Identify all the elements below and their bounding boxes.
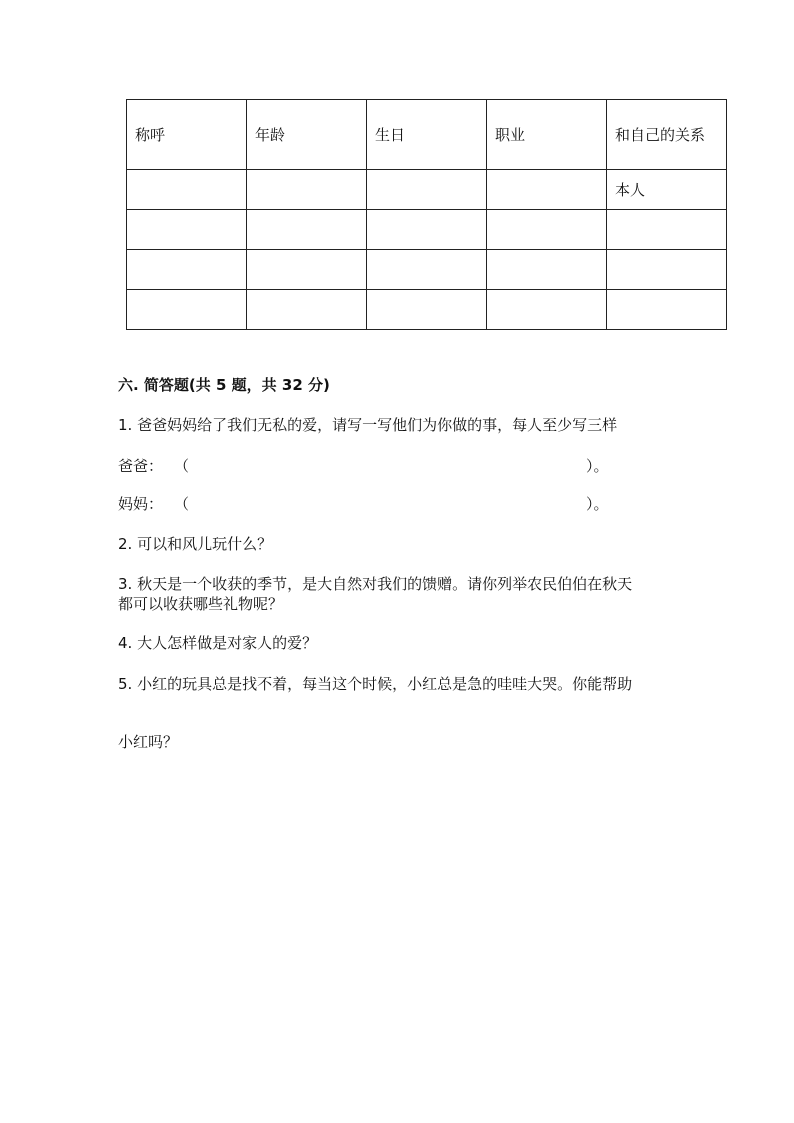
table-cell[interactable] <box>487 250 607 290</box>
header-relation-cell: 和自己的关系 <box>607 100 727 170</box>
table-cell[interactable] <box>487 290 607 330</box>
table-cell[interactable] <box>487 210 607 250</box>
question-2: 2. 可以和风儿玩什么？ <box>118 535 273 553</box>
mom-label: 妈妈： <box>118 495 164 513</box>
table-cell[interactable] <box>367 210 487 250</box>
table-row <box>127 210 727 250</box>
table-cell[interactable] <box>247 170 367 210</box>
family-info-table <box>126 99 727 330</box>
table-cell[interactable] <box>367 250 487 290</box>
table-cell[interactable] <box>607 250 727 290</box>
question-1: 1. 爸爸妈妈给了我们无私的爱，请写一写他们为你做的事，每人至少写三样 <box>118 416 618 434</box>
dad-label: 爸爸： <box>118 457 164 475</box>
table-row <box>127 170 727 210</box>
table-cell[interactable] <box>607 290 727 330</box>
header-birthday-cell: 生日 <box>367 100 487 170</box>
answer-blank-dad[interactable] <box>118 455 638 477</box>
open-paren: （ <box>174 495 190 513</box>
question-4: 4. 大人怎样做是对家人的爱？ <box>118 634 318 652</box>
table-cell[interactable] <box>607 210 727 250</box>
table-cell[interactable] <box>247 210 367 250</box>
table-header-row <box>127 100 727 170</box>
answer-blank-mom[interactable] <box>118 493 638 515</box>
question-3-line-2: 都可以收获哪些礼物呢？ <box>118 595 284 613</box>
open-paren: （ <box>174 457 190 475</box>
table-cell[interactable] <box>127 170 247 210</box>
table-cell[interactable] <box>367 290 487 330</box>
table-cell[interactable] <box>127 210 247 250</box>
table-cell[interactable] <box>247 250 367 290</box>
table-row <box>127 250 727 290</box>
table-cell[interactable] <box>367 170 487 210</box>
question-3-line-1: 3. 秋天是一个收获的季节，是大自然对我们的馈赠。请你列举农民伯伯在秋天 <box>118 575 633 593</box>
table-cell[interactable] <box>487 170 607 210</box>
question-5-line-1: 5. 小红的玩具总是找不着，每当这个时候，小红总是急的哇哇大哭。你能帮助 <box>118 675 633 693</box>
header-occupation-cell: 职业 <box>487 100 607 170</box>
table-cell[interactable]: 本人 <box>607 170 727 210</box>
table-cell[interactable] <box>127 250 247 290</box>
table-row <box>127 290 727 330</box>
question-5-line-2: 小红吗？ <box>118 733 179 751</box>
header-age-cell: 年龄 <box>247 100 367 170</box>
header-title-cell: 称呼 <box>127 100 247 170</box>
table-cell[interactable] <box>127 290 247 330</box>
section-title: 六. 简答题(共 5 题，共 32 分) <box>118 376 330 394</box>
close-paren: ）。 <box>586 495 609 513</box>
close-paren: ）。 <box>586 457 609 475</box>
table-cell[interactable] <box>247 290 367 330</box>
